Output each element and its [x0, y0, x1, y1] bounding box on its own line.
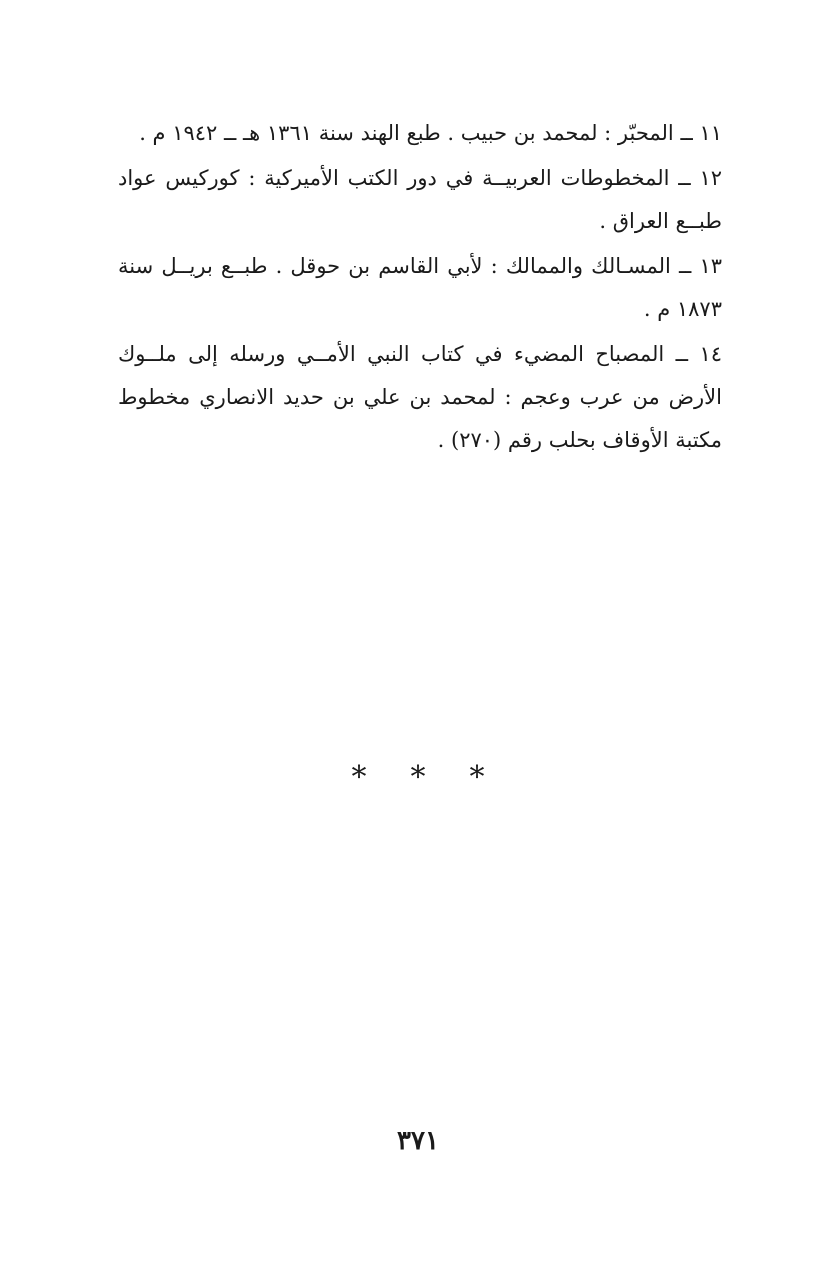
bibliography-list [118, 112, 722, 462]
bibliography-entry-11: ١١ ــ المحبّر : لمحمد بن حبيب . طبع الهند سنة ١٣٦١ هـ ــ ١٩٤٢ م . [139, 121, 722, 145]
bibliography-entry-12: ١٢ ــ المخطوطات العربيــة في دور الكتب الأميركية : كوركيس عواد طبــع العراق . [118, 166, 722, 233]
asterisk-ornament: * [469, 760, 485, 795]
page-number: ٣٧١ [397, 1126, 439, 1156]
bibliography-entry-13: ١٣ ــ المسـالك والممالك : لأبي القاسم بن حوقل . طبــع بريــل سنة ١٨٧٣ م . [118, 254, 722, 321]
asterisk-ornament: * [410, 760, 426, 795]
bibliography-entry-14: ١٤ ــ المصباح المضيء في كتاب النبي الأمــي ورسله إلى ملــوك الأرض من عرب وعجم : لمحمد بن علي بن حديد الانصاري مخطوط مكتبة الأوقاف بحلب رقم (٢٧٠) . [118, 342, 722, 452]
asterisk-ornament: * [351, 760, 367, 795]
section-divider-asterisks [0, 760, 836, 795]
